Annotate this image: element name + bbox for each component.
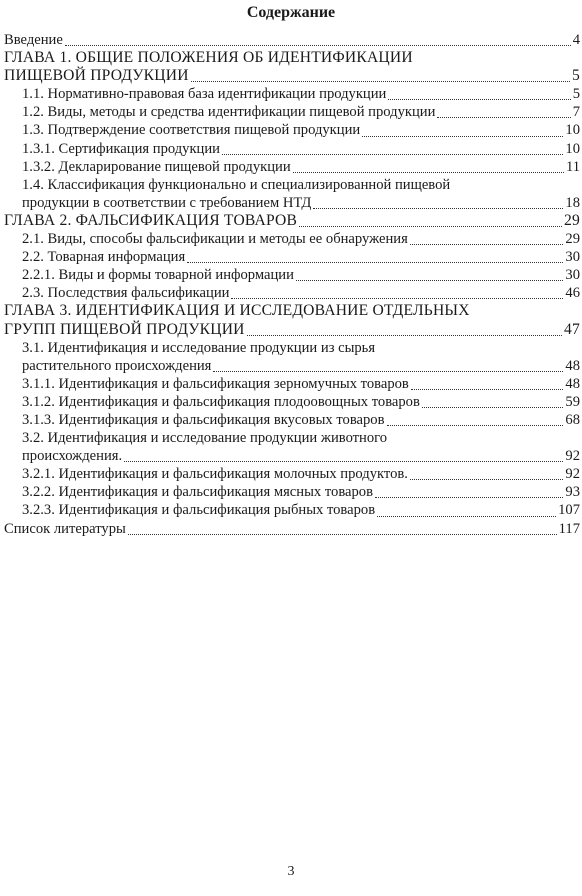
dot-leader [231,284,563,299]
toc-entry-label-line1: 1.4. Классификация функционально и специализированной пищевой [22,176,451,193]
dot-leader [222,140,563,155]
toc-entry-page: 48 [565,375,580,392]
dot-leader [313,194,563,209]
dot-leader [191,67,570,82]
toc-entry-label-line2: растительного происхождения [22,357,212,374]
toc-entry-3-1-1[interactable] [4,375,580,393]
toc-entry-3-2-2[interactable] [4,483,580,501]
toc-entry-label: 1.3.1. Сертификация продукции [22,140,220,157]
toc-entry-label: 3.1.1. Идентификация и фальсификация зерномучных товаров [22,375,409,392]
toc-entry-1-2[interactable] [4,103,580,121]
toc-entry-label: ГЛАВА 2. ФАЛЬСИФИКАЦИЯ ТОВАРОВ [4,211,298,229]
dot-leader [65,31,571,46]
toc-entry-label: 2.2. Товарная информация [22,249,186,266]
toc-entry-3-2-1[interactable] [4,465,580,483]
toc-entry-page: 93 [565,484,580,501]
toc-entry-page: 107 [558,502,580,519]
toc-entry-2-2[interactable] [4,248,580,266]
toc-entry-chapter-1[interactable] [4,49,580,85]
page-title: Содержание [246,4,336,21]
toc-entry-label-line2: ГРУПП ПИЩЕВОЙ ПРОДУКЦИИ [4,320,245,338]
toc-entry-page: 59 [565,393,580,410]
toc-entry-label: 3.1.2. Идентификация и фальсификация плодоовощных товаров [22,393,420,410]
dot-leader [293,158,564,173]
dot-leader [213,357,563,372]
toc-entry-label: 1.2. Виды, методы и средства идентификации пищевой продукции [22,104,436,121]
toc-entry-page: 29 [565,231,580,248]
toc-entry-label: Список литературы [4,520,126,537]
toc-entry-3-2[interactable] [4,429,580,465]
dot-leader [187,248,563,263]
toc-entry-page: 48 [565,357,580,374]
dot-leader [296,266,564,281]
toc-entry-label-line2: ПИЩЕВОЙ ПРОДУКЦИИ [4,67,189,85]
dot-leader [362,122,563,137]
toc-entry-label: 3.2.3. Идентификация и фальсификация рыбных товаров [22,502,376,519]
toc-entry-3-1[interactable] [4,339,580,375]
toc-entry-chapter-2[interactable] [4,212,580,230]
toc-entry-page: 30 [565,249,580,266]
toc-entry-label: 1.3. Подтверждение соответствия пищевой продукции [22,122,361,139]
toc-entry-page: 92 [565,466,580,483]
toc-entry-page: 18 [565,194,580,211]
toc-entry-page: 30 [565,267,580,284]
dot-leader [387,411,564,426]
dot-leader [422,393,564,408]
dot-leader [124,447,563,462]
toc-entry-label: 2.3. Последствия фальсификации [22,285,230,302]
toc-entry-label: 2.2.1. Виды и формы товарной информации [22,267,294,284]
toc-entry-chapter-3[interactable] [4,302,580,338]
toc-entry-page: 5 [572,86,580,103]
toc-entry-introduction[interactable] [4,31,580,49]
toc-entry-page: 5 [572,67,580,85]
toc-entry-label: Введение [4,32,63,48]
toc-entry-label: 3.2.1. Идентификация и фальсификация молочных продуктов. [22,466,408,483]
toc-entry-3-1-3[interactable] [4,411,580,429]
toc-entry-label: 1.1. Нормативно-правовая база идентификации продукции [22,86,387,103]
toc-entry-label: 2.1. Виды, способы фальсификации и методы ее обнаружения [22,231,408,248]
dot-leader [299,212,562,227]
toc-entry-page: 92 [565,448,580,465]
toc-entry-page: 7 [572,104,580,121]
toc-entry-page: 11 [565,158,580,175]
toc-entry-3-2-3[interactable] [4,501,580,519]
dot-leader [411,375,564,390]
toc-entry-page: 46 [565,285,580,302]
dot-leader [410,230,564,245]
toc-entry-label: 1.3.2. Декларирование пищевой продукции [22,158,291,175]
toc-entry-1-3-1[interactable] [4,140,580,158]
toc-entry-page: 4 [572,32,580,48]
dot-leader [375,483,563,498]
toc-entry-page: 10 [565,140,580,157]
toc-entry-2-2-1[interactable] [4,266,580,284]
dot-leader [437,103,570,118]
dot-leader [247,321,562,336]
toc-entry-references[interactable] [4,520,580,538]
toc-entry-1-1[interactable] [4,85,580,103]
toc-entry-label: 3.2.2. Идентификация и фальсификация мясных товаров [22,484,373,501]
toc-entry-page: 10 [565,122,580,139]
toc-entry-label-line2: продукции в соответствии с требованием НТД [22,194,312,211]
dot-leader [410,465,563,480]
dot-leader [388,85,570,100]
dot-leader [128,520,557,535]
toc-entry-2-1[interactable] [4,230,580,248]
toc-entry-page: 68 [565,411,580,428]
toc-entry-label: 3.1.3. Идентификация и фальсификация вкусовых товаров [22,411,385,428]
toc-entry-1-3[interactable] [4,121,580,139]
table-of-contents [4,31,580,538]
toc-entry-label-line1: 3.2. Идентификация и исследование продукции животного [22,430,388,447]
toc-entry-page: 117 [558,520,580,537]
page-number: 3 [287,864,295,879]
toc-entry-1-4[interactable] [4,176,580,212]
toc-entry-label-line1: ГЛАВА 3. ИДЕНТИФИКАЦИЯ И ИССЛЕДОВАНИЕ ОТДЕЛЬНЫХ [4,302,470,320]
toc-entry-label-line2: происхождения. [22,448,123,465]
toc-entry-label-line1: 3.1. Идентификация и исследование продукции из сырья [22,339,376,356]
toc-entry-1-3-2[interactable] [4,158,580,176]
toc-entry-3-1-2[interactable] [4,393,580,411]
toc-entry-label-line1: ГЛАВА 1. ОБЩИЕ ПОЛОЖЕНИЯ ОБ ИДЕНТИФИКАЦИИ [4,49,413,67]
toc-entry-page: 29 [564,211,580,229]
toc-entry-page: 47 [564,320,580,338]
toc-entry-2-3[interactable] [4,284,580,302]
dot-leader [377,502,556,517]
